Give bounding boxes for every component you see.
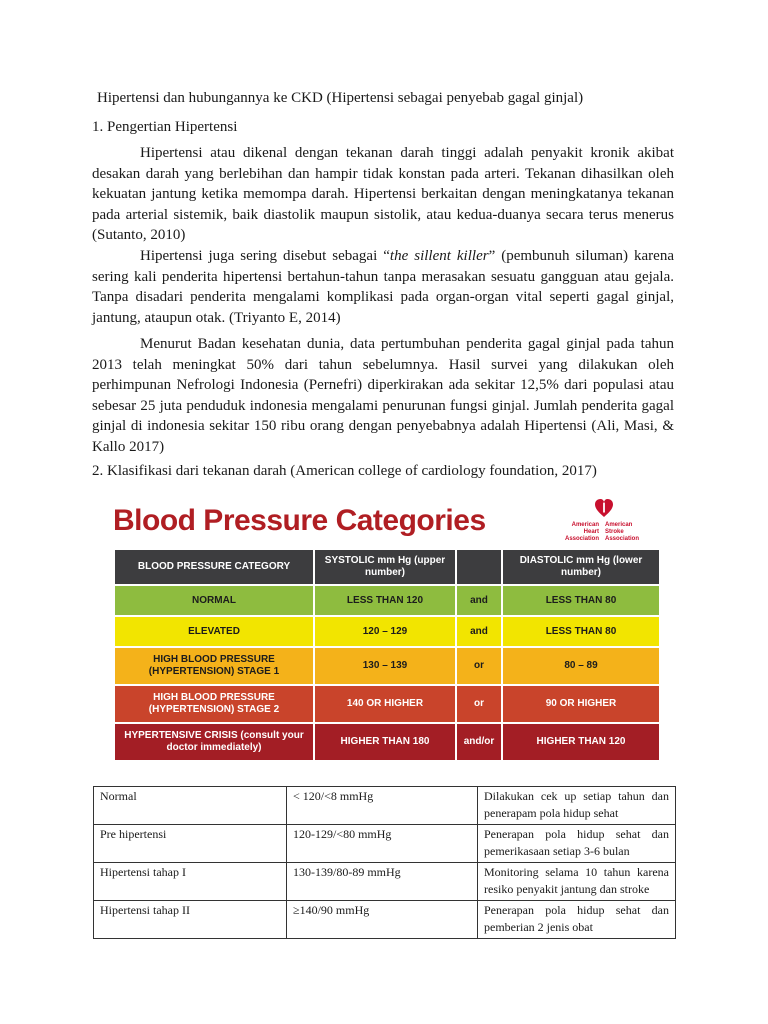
bp-systolic: 120 – 129 [314, 616, 456, 647]
emphasis-text: the sillent killer [389, 248, 489, 264]
bp-row-stage1 [114, 647, 660, 685]
bp-row-crisis [114, 723, 660, 761]
bp-category: HIGH BLOOD PRESSURE (HYPERTENSION) STAGE 1 [114, 647, 314, 685]
document-heading: Hipertensi dan hubungannya ke CKD (Hipertensi sebagai penyebab gagal ginjal) [97, 90, 584, 106]
bp-conj: and/or [456, 723, 502, 761]
heart-torch-icon [595, 498, 613, 518]
table-row [94, 901, 676, 939]
bp-row-normal [114, 585, 660, 616]
bp-diastolic: LESS THAN 80 [502, 616, 660, 647]
infographic-title: Blood Pressure Categories [113, 504, 486, 537]
bp-category: ELEVATED [114, 616, 314, 647]
paragraph-2: Hipertensi juga sering disebut sebagai “the sillent killer” (pembunuh siluman) karena sering kali penderita hipertensi bertahun-tahun tanpa merasakan sesuatu gangguan atau gejala. Tanpa disadari penderita mengalami komplikasi pada organ-organ vital seperti gagal ginjal, jantung, ataupun otak. (Triyanto E, 2014) [92, 248, 674, 326]
bp-row-stage2 [114, 685, 660, 723]
bp-systolic: LESS THAN 120 [314, 585, 456, 616]
header-conj [456, 549, 502, 585]
logo-text-stroke: American Stroke Association [605, 522, 640, 542]
class-name: Hipertensi tahap II [94, 901, 287, 939]
header-category: BLOOD PRESSURE CATEGORY [114, 549, 314, 585]
class-note: Monitoring selama 10 tahun karena resiko penyakit jantung dan stroke [478, 863, 676, 901]
class-note: Dilakukan cek up setiap tahun dan penerapam pola hidup sehat [478, 787, 676, 825]
table-row [94, 863, 676, 901]
bp-systolic: 140 OR HIGHER [314, 685, 456, 723]
bp-category: NORMAL [114, 585, 314, 616]
bp-diastolic: HIGHER THAN 120 [502, 723, 660, 761]
bp-category: HIGH BLOOD PRESSURE (HYPERTENSION) STAGE 2 [114, 685, 314, 723]
aha-asa-logo [565, 498, 675, 546]
bp-conj: and [456, 616, 502, 647]
bp-header-row [114, 549, 660, 585]
class-note: Penerapan pola hidup sehat dan pemberian 2 jenis obat [478, 901, 676, 939]
logo-text-heart: American Heart Association [565, 522, 600, 542]
table-row [94, 787, 676, 825]
header-systolic: SYSTOLIC mm Hg (upper number) [314, 549, 456, 585]
bp-diastolic: 90 OR HIGHER [502, 685, 660, 723]
bp-conj: or [456, 685, 502, 723]
class-name: Normal [94, 787, 287, 825]
classification-table [93, 786, 676, 939]
class-value: 120-129/<80 mmHg [287, 825, 478, 863]
class-value: < 120/<8 mmHg [287, 787, 478, 825]
bp-conj: or [456, 647, 502, 685]
bp-categories-table [113, 548, 661, 762]
class-value: ≥140/90 mmHg [287, 901, 478, 939]
section-title-2: 2. Klasifikasi dari tekanan darah (American college of cardiology foundation, 2017) [92, 463, 597, 479]
section-title-1: 1. Pengertian Hipertensi [92, 119, 238, 135]
paragraph-1: Hipertensi atau dikenal dengan tekanan darah tinggi adalah penyakit kronik akibat desakan darah yang berlebihan dan hampir tidak konstan pada arteri. Tekanan dihasilkan oleh kekuatan jantung ketika memompa darah. Hipertensi berkaitan dengan meningkatanya tekanan pada arterial sistemik, baik diastolik maupun sistolik, atau kedua-duanya secara terus menerus (Sutanto, 2010) [92, 145, 674, 244]
bp-category: HYPERTENSIVE CRISIS (consult your doctor immediately) [114, 723, 314, 761]
class-name: Hipertensi tahap I [94, 863, 287, 901]
bp-row-elevated [114, 616, 660, 647]
class-name: Pre hipertensi [94, 825, 287, 863]
class-value: 130-139/80-89 mmHg [287, 863, 478, 901]
paragraph-3: Menurut Badan kesehatan dunia, data pertumbuhan penderita gagal ginjal pada tahun 2013 telah meningkat 50% dari tahun sebelumnya. Hasil survei yang dilakukan oleh perhimpunan Nefrologi Indonesia (Pernefri) diperkirakan ada sekitar 12,5% dari populasi atau sebesar 25 juta penduduk indonesia mengalami penurunan fungsi ginjal. Jumlah penderita gagal ginjal di indonesia sekitar 150 ribu orang dengan penyebabnya adalah Hipertensi (Ali, Masi, & Kallo 2017) [92, 336, 674, 455]
bp-conj: and [456, 585, 502, 616]
bp-diastolic: LESS THAN 80 [502, 585, 660, 616]
class-note: Penerapan pola hidup sehat dan pemerikasaan setiap 3-6 bulan [478, 825, 676, 863]
bp-systolic: HIGHER THAN 180 [314, 723, 456, 761]
bp-systolic: 130 – 139 [314, 647, 456, 685]
blood-pressure-infographic [93, 490, 675, 772]
table-row [94, 825, 676, 863]
bp-diastolic: 80 – 89 [502, 647, 660, 685]
header-diastolic: DIASTOLIC mm Hg (lower number) [502, 549, 660, 585]
